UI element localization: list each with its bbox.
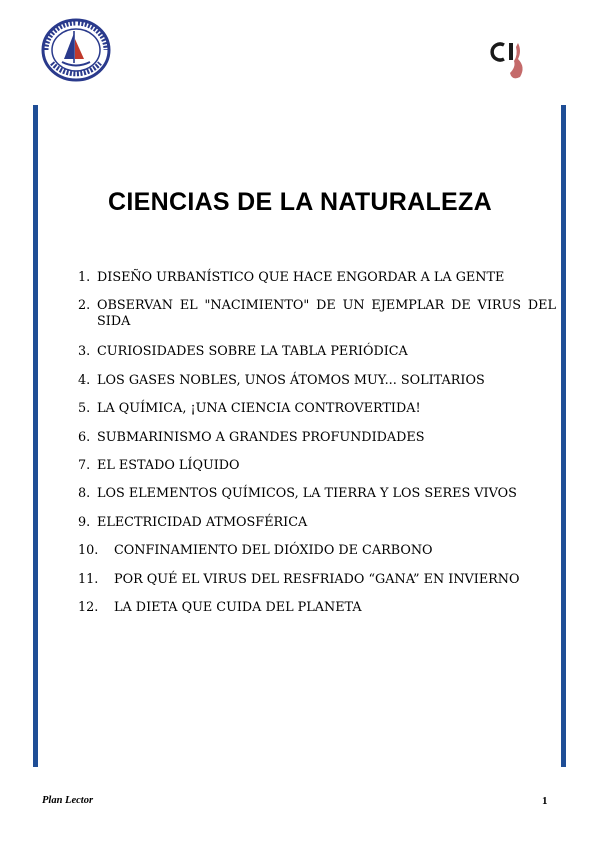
list-item	[78, 600, 556, 616]
item-number: 4.	[78, 372, 91, 388]
item-title: LOS ELEMENTOS QUÍMICOS, LA TIERRA Y LOS SERES VIVOS	[97, 486, 517, 502]
item-number: 1.	[78, 270, 91, 285]
item-number: 5.	[78, 401, 91, 417]
left-border-bar	[33, 105, 38, 767]
contents-list	[78, 270, 556, 628]
list-item	[78, 458, 556, 474]
list-item	[78, 486, 556, 502]
list-item	[78, 270, 556, 286]
item-title: ELECTRICIDAD ATMOSFÉRICA	[97, 514, 308, 530]
item-number: 6.	[78, 429, 91, 445]
list-item	[78, 373, 556, 389]
item-title: POR QUÉ EL VIRUS DEL RESFRIADO “GANA” EN INVIERNO	[114, 571, 520, 587]
item-title: SUBMARINISMO A GRANDES PROFUNDIDADES	[97, 429, 425, 445]
item-title: DISEÑO URBANÍSTICO QUE HACE ENGORDAR A LA GENTE	[97, 270, 505, 285]
list-item	[78, 572, 556, 588]
page-title: CIENCIAS DE LA NATURALEZA	[108, 188, 492, 216]
list-item	[78, 515, 556, 531]
item-number: 8.	[78, 486, 91, 502]
item-title: CONFINAMIENTO DEL DIÓXIDO DE CARBONO	[114, 543, 433, 559]
item-number: 10.	[78, 543, 99, 559]
item-title: CURIOSIDADES SOBRE LA TABLA PERIÓDICA	[97, 344, 408, 360]
item-title: LA QUÍMICA, ¡UNA CIENCIA CONTROVERTIDA!	[97, 401, 421, 417]
list-item	[78, 298, 556, 330]
footer-label: Plan Lector	[42, 795, 94, 806]
ci-logo	[488, 37, 530, 83]
item-title: LOS GASES NOBLES, UNOS ÁTOMOS MUY... SOLITARIOS	[97, 372, 485, 388]
school-seal-logo	[40, 17, 112, 83]
item-title: EL ESTADO LÍQUIDO	[97, 457, 240, 473]
page-number: 1	[542, 795, 548, 807]
item-number: 12.	[78, 599, 99, 615]
item-title: OBSERVAN EL "NACIMIENTO" DE UN EJEMPLAR DE VIRUS DEL SIDA	[97, 298, 556, 330]
list-item	[78, 543, 556, 559]
list-item	[78, 344, 556, 360]
list-item	[78, 430, 556, 446]
list-item	[78, 401, 556, 417]
item-number: 2.	[78, 298, 91, 314]
item-number: 7.	[78, 457, 91, 473]
item-number: 11.	[78, 571, 99, 587]
right-border-bar	[561, 105, 566, 767]
item-title: LA DIETA QUE CUIDA DEL PLANETA	[114, 599, 362, 615]
item-number: 9.	[78, 514, 91, 530]
item-number: 3.	[78, 344, 91, 360]
